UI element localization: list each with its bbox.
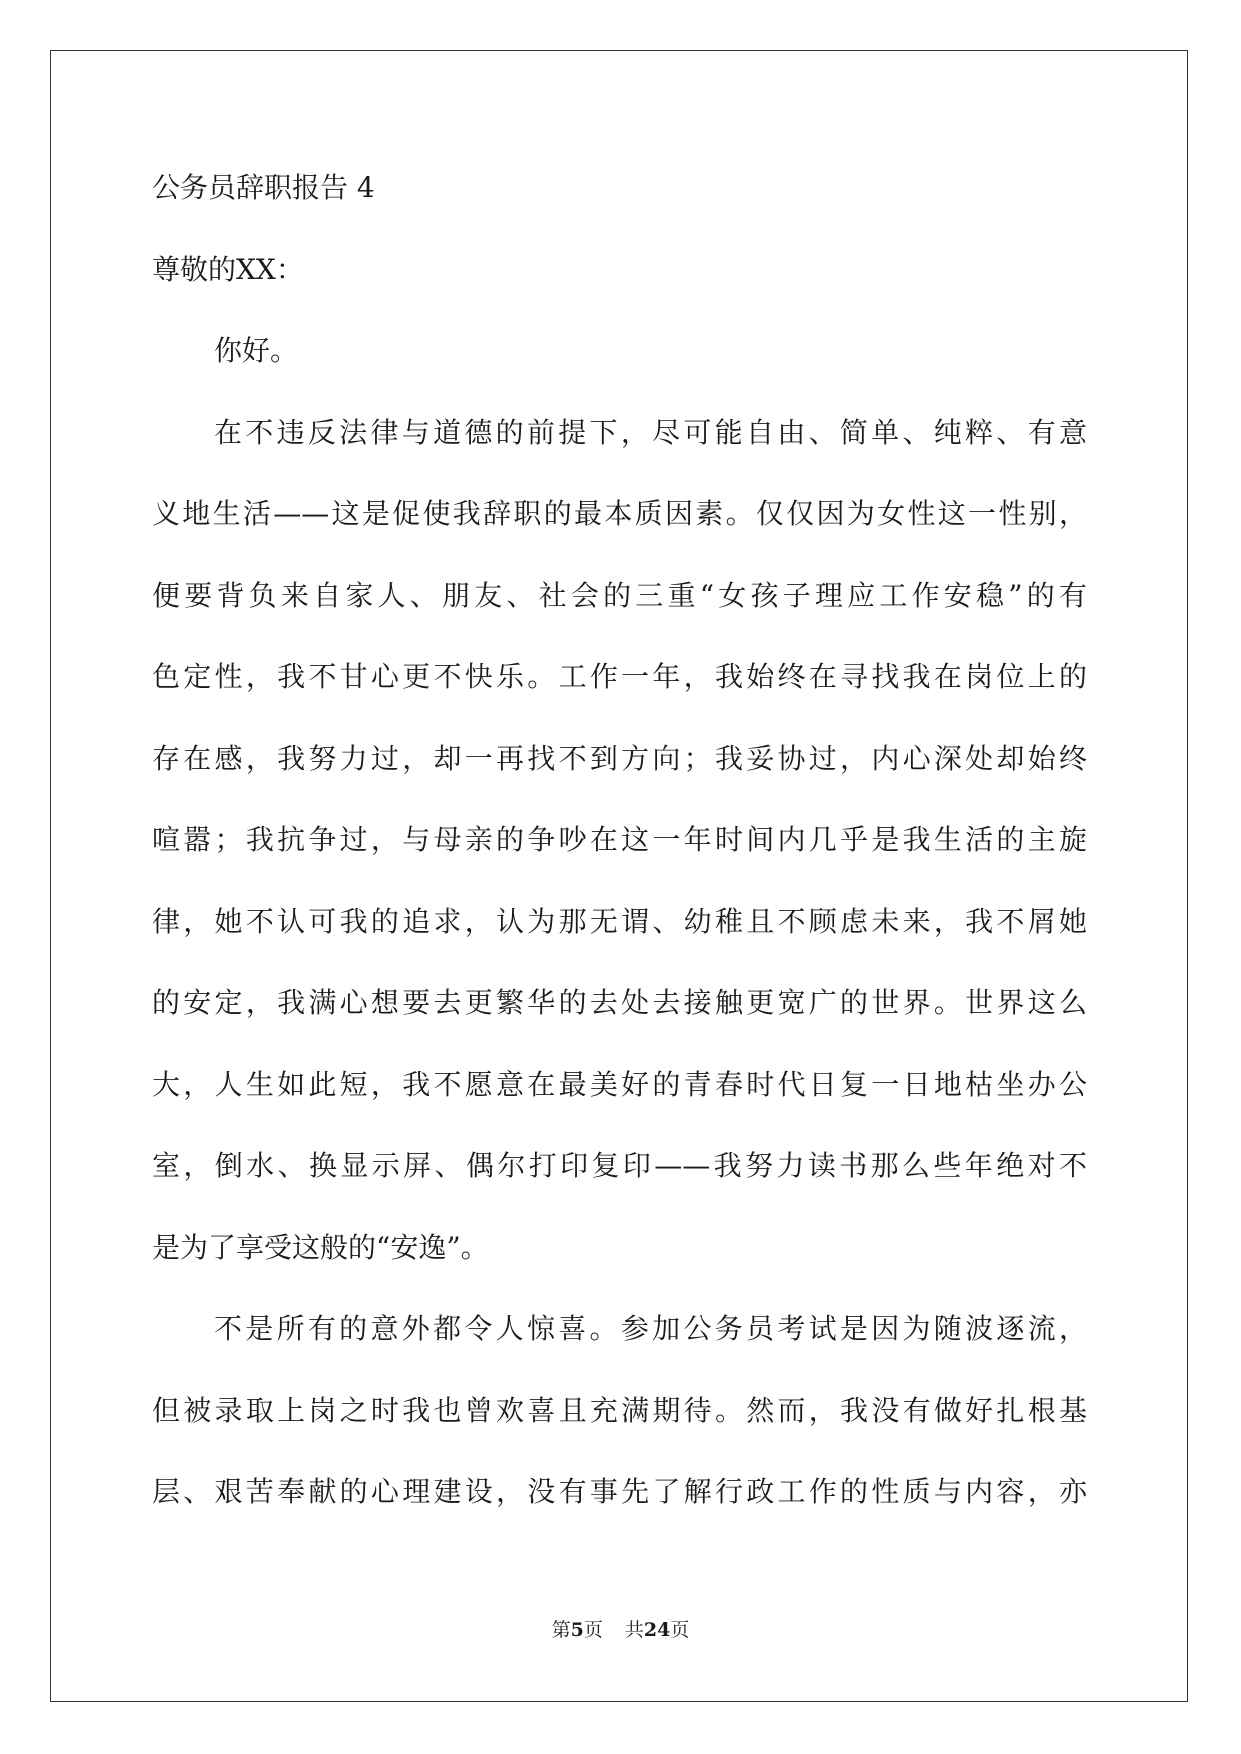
- document-body: [152, 168, 1087, 1554]
- paragraph-line: 是为了享受这般的“安逸”。: [152, 1230, 489, 1264]
- paragraph-line: 律，她不认可我的追求，认为那无谓、幼稚且不顾虑未来，我不屑她: [152, 904, 1087, 938]
- paragraph-line: 便要背负来自家人、朋友、社会的三重“女孩子理应工作安稳”的有: [152, 578, 1087, 612]
- paragraph-line: 色定性，我不甘心更不快乐。工作一年，我始终在寻找我在岗位上的: [152, 660, 1087, 693]
- paragraph-line: 但被录取上岗之时我也曾欢喜且充满期待。然而，我没有做好扎根基: [152, 1393, 1087, 1427]
- paragraph-line: 室，倒水、换显示屏、偶尔打印复印——我努力读书那么些年绝对不: [152, 1149, 1087, 1182]
- total-prefix: 共: [624, 1619, 644, 1641]
- page-suffix: 页: [583, 1619, 603, 1641]
- paragraph-line: 存在感，我努力过，却一再找不到方向；我妥协过，内心深处却始终: [152, 741, 1087, 775]
- salutation: 尊敬的XX：: [152, 252, 304, 286]
- paragraph-line: 在不违反法律与道德的前提下，尽可能自由、简单、纯粹、有意: [214, 415, 1087, 449]
- paragraph-line: 喧嚣；我抗争过，与母亲的争吵在这一年时间内几乎是我生活的主旋: [152, 823, 1087, 856]
- page-footer: [0, 1618, 1241, 1642]
- total-pages: 24: [643, 1619, 671, 1641]
- page-prefix: 第: [551, 1619, 571, 1641]
- page-number: 5: [570, 1619, 584, 1641]
- greeting-line: 你好。: [214, 334, 299, 367]
- paragraph-line: 义地生活——这是促使我辞职的最本质因素。仅仅因为女性这一性别，: [152, 497, 1087, 530]
- total-suffix: 页: [670, 1619, 690, 1641]
- paragraph-line: 的安定，我满心想要去更繁华的去处去接触更宽广的世界。世界这么: [152, 986, 1087, 1019]
- paragraph-line: 不是所有的意外都令人惊喜。参加公务员考试是因为随波逐流，: [214, 1312, 1087, 1345]
- paragraph-line: 层、艰苦奉献的心理建设，没有事先了解行政工作的性质与内容，亦: [152, 1475, 1087, 1508]
- paragraph-line: 大，人生如此短，我不愿意在最美好的青春时代日复一日地枯坐办公: [152, 1067, 1087, 1101]
- document-title: 公务员辞职报告 4: [152, 171, 375, 204]
